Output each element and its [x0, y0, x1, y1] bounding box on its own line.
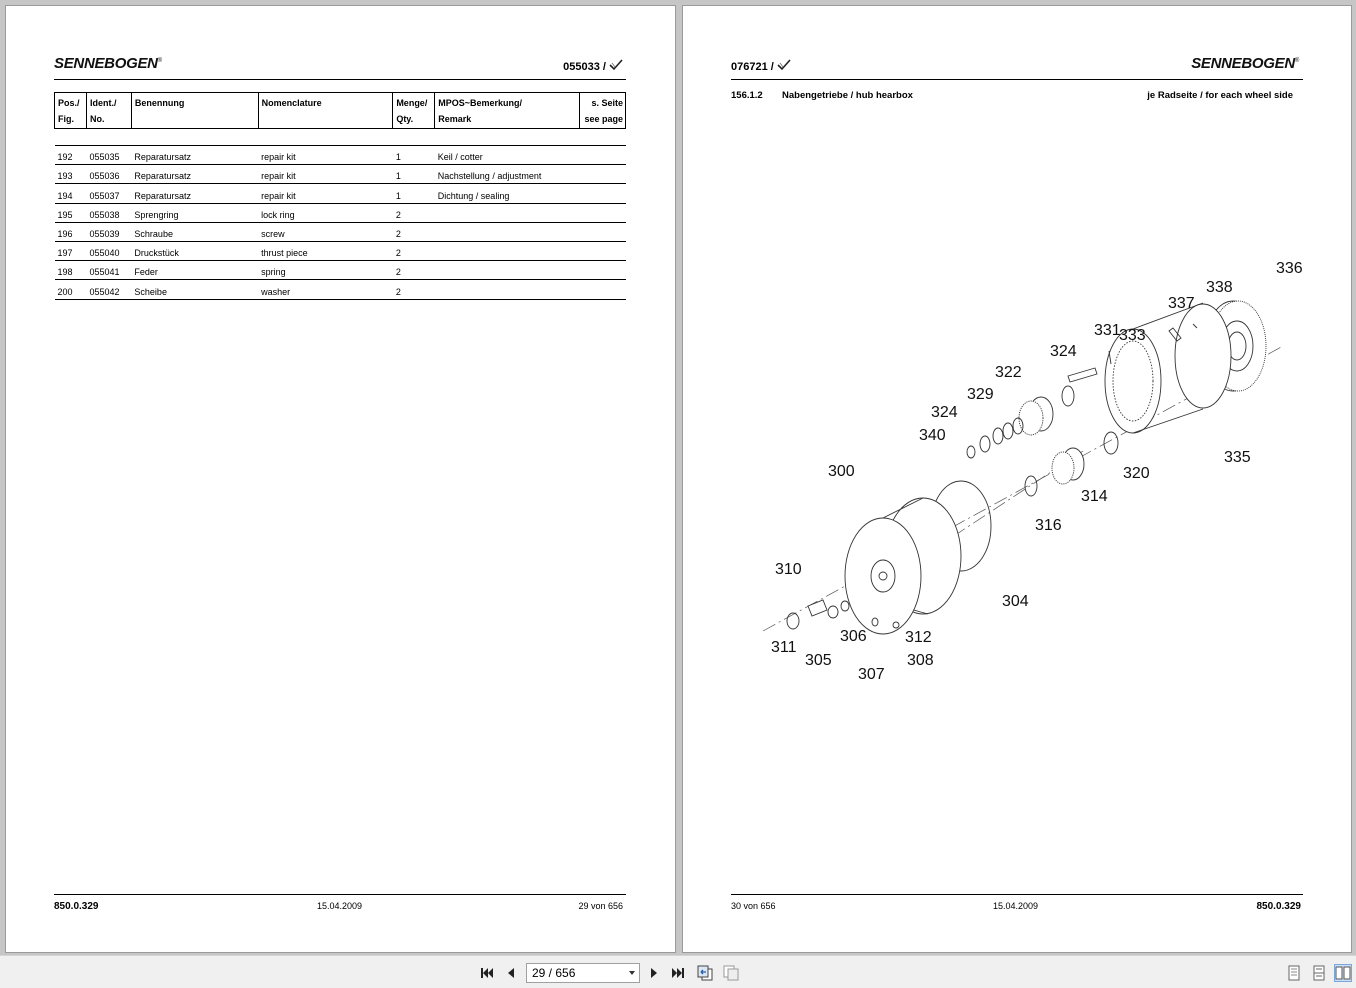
checkmark-icon [609, 59, 623, 71]
table-cell [580, 222, 626, 241]
document-code: 055033 / [563, 59, 623, 73]
table-cell [580, 184, 626, 203]
table-row [55, 146, 626, 165]
table-cell: 200 [55, 280, 87, 299]
part-callout-label: 333 [1119, 327, 1146, 344]
part-callout-label: 322 [995, 364, 1022, 381]
section-note: je Radseite / for each wheel side [1147, 90, 1293, 101]
table-cell [435, 222, 580, 241]
part-callout-label: 331 [1094, 322, 1121, 339]
table-cell: Reparatursatz [131, 184, 258, 203]
table-cell: Schraube [131, 222, 258, 241]
part-callout-label: 300 [828, 463, 855, 480]
table-cell [435, 241, 580, 260]
table-cell: repair kit [258, 165, 393, 184]
continuous-view-button[interactable] [1310, 964, 1328, 982]
parts-table [54, 92, 626, 300]
two-page-view-icon [1335, 966, 1351, 980]
next-page-icon [647, 966, 661, 980]
part-callout-label: 337 [1168, 295, 1195, 312]
table-cell: Nachstellung / adjustment [435, 165, 580, 184]
table-cell: 197 [55, 241, 87, 260]
part-callout-label: 336 [1276, 260, 1303, 277]
column-header: Benennung [131, 93, 258, 129]
sennebogen-logo: SENNEBOGEN® [1191, 55, 1299, 72]
column-header: MPOS~Bemerkung/ Remark [435, 93, 580, 129]
table-cell: 2 [393, 280, 435, 299]
footer-doc-number: 850.0.329 [1256, 901, 1301, 912]
table-cell: lock ring [258, 203, 393, 222]
table-cell [435, 280, 580, 299]
part-callout-label: 329 [967, 386, 994, 403]
table-cell: 055036 [86, 165, 131, 184]
section-number: 156.1.2 [731, 90, 763, 101]
footer-rule [54, 894, 626, 895]
table-cell: 055042 [86, 280, 131, 299]
go-forward-button[interactable] [722, 964, 740, 982]
table-cell: Sprengring [131, 203, 258, 222]
table-cell: 1 [393, 184, 435, 203]
table-cell: 194 [55, 184, 87, 203]
table-row [55, 241, 626, 260]
page-number-value: 29 / 656 [532, 966, 576, 980]
table-cell: 055040 [86, 241, 131, 260]
document-page-left [5, 5, 676, 953]
table-cell [580, 203, 626, 222]
column-header: Menge/ Qty. [393, 93, 435, 129]
table-cell: 055035 [86, 146, 131, 165]
part-callout-label: 310 [775, 561, 802, 578]
part-callout-label: 340 [919, 427, 946, 444]
table-cell: Reparatursatz [131, 165, 258, 184]
table-cell: washer [258, 280, 393, 299]
sennebogen-logo: SENNEBOGEN® [54, 55, 162, 72]
part-callout-label: 312 [905, 629, 932, 646]
table-cell: 1 [393, 165, 435, 184]
part-callout-label: 324 [931, 404, 958, 421]
table-cell: repair kit [258, 146, 393, 165]
table-spacer-row [55, 129, 626, 146]
continuous-view-icon [1312, 965, 1326, 981]
part-callout-label: 320 [1123, 465, 1150, 482]
two-page-view-button[interactable] [1334, 964, 1352, 982]
table-row [55, 165, 626, 184]
footer-doc-number: 850.0.329 [54, 901, 99, 912]
table-cell: Dichtung / sealing [435, 184, 580, 203]
table-cell: 192 [55, 146, 87, 165]
column-header: s. Seite see page [580, 93, 626, 129]
table-cell: 193 [55, 165, 87, 184]
checkmark-icon [777, 59, 791, 71]
table-cell: 196 [55, 222, 87, 241]
table-cell: 055039 [86, 222, 131, 241]
part-callout-label: 305 [805, 652, 832, 669]
table-cell [435, 203, 580, 222]
document-code: 076721 / [731, 59, 791, 73]
footer-page-info: 30 von 656 [731, 901, 776, 911]
part-callout-label: 314 [1081, 488, 1108, 505]
table-cell: 195 [55, 203, 87, 222]
table-cell: 055038 [86, 203, 131, 222]
table-cell [580, 261, 626, 280]
part-callout-label: 307 [858, 666, 885, 683]
prev-page-button[interactable] [502, 964, 520, 982]
table-cell: 2 [393, 203, 435, 222]
table-cell: spring [258, 261, 393, 280]
part-callout-label: 306 [840, 628, 867, 645]
table-cell: 2 [393, 222, 435, 241]
table-cell: 055041 [86, 261, 131, 280]
table-row [55, 261, 626, 280]
table-cell [580, 241, 626, 260]
last-page-icon [671, 966, 685, 980]
part-callout-label: 316 [1035, 517, 1062, 534]
table-cell: 2 [393, 241, 435, 260]
table-row [55, 280, 626, 299]
table-cell: thrust piece [258, 241, 393, 260]
column-header: Ident./ No. [86, 93, 131, 129]
first-page-button[interactable] [478, 964, 496, 982]
part-callout-label: 338 [1206, 279, 1233, 296]
column-header: Nomenclature [258, 93, 393, 129]
part-callout-label: 324 [1050, 343, 1077, 360]
table-cell: 055037 [86, 184, 131, 203]
part-callout-label: 308 [907, 652, 934, 669]
footer-date: 15.04.2009 [993, 901, 1039, 911]
footer-page-info: 29 von 656 [578, 901, 623, 911]
table-cell: Feder [131, 261, 258, 280]
exploded-parts-diagram [723, 246, 1313, 716]
go-back-icon [696, 964, 714, 982]
table-cell [580, 146, 626, 165]
header-rule [731, 79, 1303, 80]
footer-date: 15.04.2009 [317, 901, 363, 911]
table-cell [435, 261, 580, 280]
header-rule [54, 79, 626, 80]
single-page-view-icon [1287, 965, 1301, 981]
page-number-select[interactable] [526, 963, 640, 983]
footer-rule [731, 894, 1303, 895]
table-cell: Keil / cotter [435, 146, 580, 165]
next-page-button[interactable] [645, 964, 663, 982]
part-callout-label: 304 [1002, 593, 1029, 610]
prev-page-icon [504, 966, 518, 980]
first-page-icon [480, 966, 494, 980]
table-row [55, 203, 626, 222]
document-page-right [682, 5, 1352, 953]
part-callout-label: 311 [771, 639, 797, 656]
chevron-down-icon [629, 971, 635, 975]
part-callout-label: 335 [1224, 449, 1251, 466]
go-forward-icon [722, 964, 740, 982]
table-cell [580, 165, 626, 184]
table-cell: screw [258, 222, 393, 241]
table-cell: 1 [393, 146, 435, 165]
table-row [55, 222, 626, 241]
table-cell: 198 [55, 261, 87, 280]
go-back-button[interactable] [696, 964, 714, 982]
section-title: Nabengetriebe / hub hearbox [782, 90, 913, 101]
single-page-view-button[interactable] [1285, 964, 1303, 982]
table-cell [580, 280, 626, 299]
table-cell: repair kit [258, 184, 393, 203]
column-header: Pos./ Fig. [55, 93, 87, 129]
table-cell: Scheibe [131, 280, 258, 299]
table-header-row [55, 93, 626, 129]
table-cell: 2 [393, 261, 435, 280]
table-cell: Reparatursatz [131, 146, 258, 165]
last-page-button[interactable] [669, 964, 687, 982]
table-row [55, 184, 626, 203]
pdf-viewer-toolbar [0, 955, 1356, 988]
table-cell: Druckstück [131, 241, 258, 260]
